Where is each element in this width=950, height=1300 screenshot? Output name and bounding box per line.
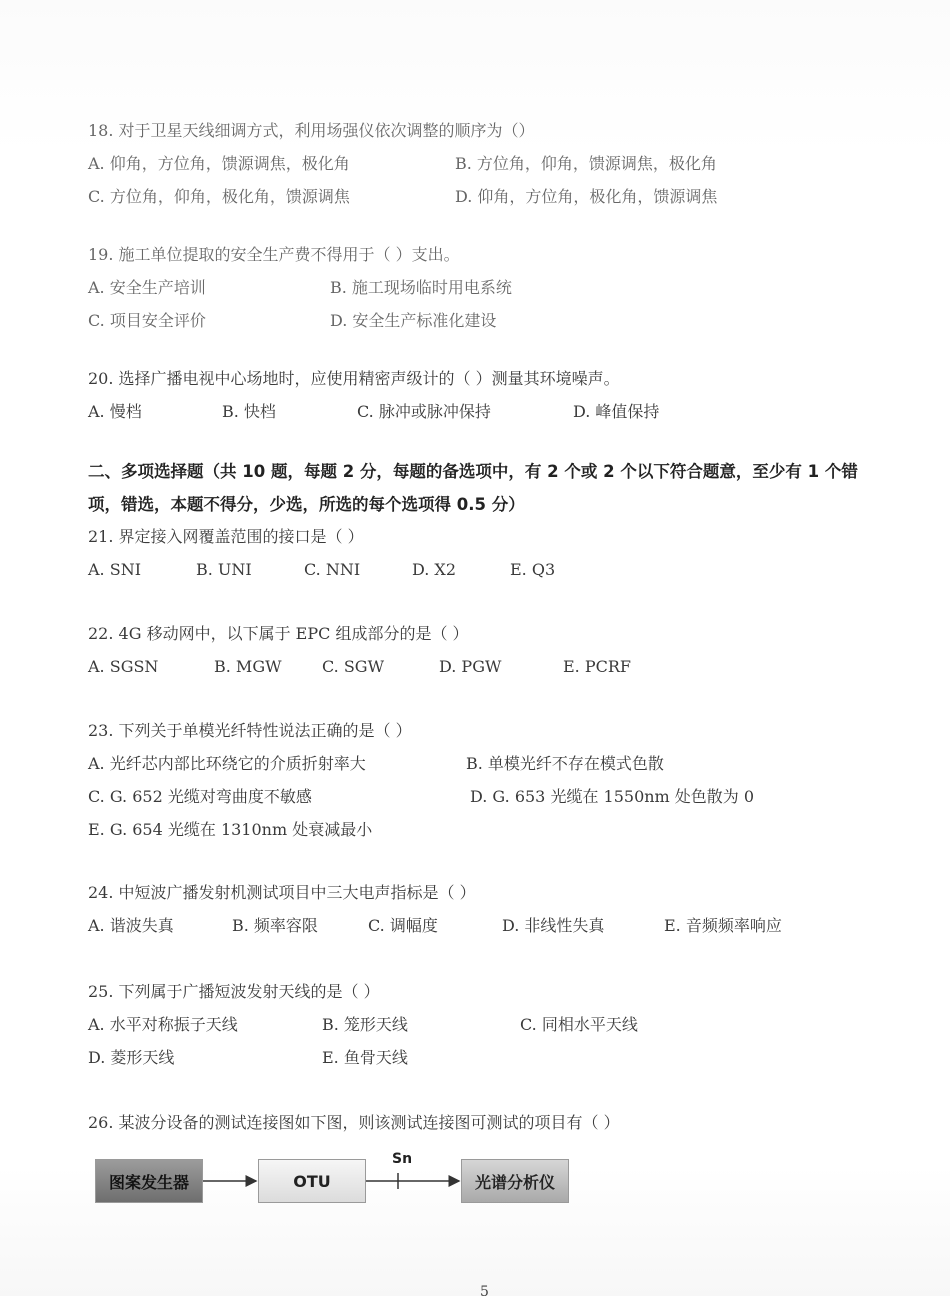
q23-option-b: B. 单模光纤不存在模式色散: [466, 754, 664, 773]
q20-option-b: B. 快档: [222, 402, 276, 421]
q25-option-d: D. 菱形天线: [88, 1048, 175, 1067]
question-21-stem: 21. 界定接入网覆盖范围的接口是（ ）: [88, 527, 364, 546]
q25-option-b: B. 笼形天线: [322, 1015, 408, 1034]
question-20-stem: 20. 选择广播电视中心场地时，应使用精密声级计的（ ）测量其环境噪声。: [88, 369, 620, 388]
q23-option-d: D. G. 653 光缆在 1550nm 处色散为 0: [470, 787, 755, 806]
q25-option-a: A. 水平对称振子天线: [88, 1015, 238, 1034]
q25-option-e: E. 鱼骨天线: [322, 1048, 408, 1067]
q21-option-c: C. NNI: [304, 560, 361, 579]
question-26-stem: 26. 某波分设备的测试连接图如下图，则该测试连接图可测试的项目有（ ）: [88, 1113, 620, 1132]
q23-option-c: C. G. 652 光缆对弯曲度不敏感: [88, 787, 312, 806]
q18-option-d: D. 仰角，方位角，极化角，馈源调焦: [455, 187, 718, 206]
q24-option-d: D. 非线性失真: [502, 916, 605, 935]
q18-option-a: A. 仰角，方位角，馈源调焦，极化角: [88, 154, 350, 173]
q18-option-b: B. 方位角，仰角，馈源调焦，极化角: [455, 154, 717, 173]
page-number: 5: [480, 1284, 489, 1300]
otu-box: OTU: [258, 1159, 366, 1203]
pattern-generator-box: 图案发生器: [95, 1159, 203, 1203]
q21-option-a: A. SNI: [88, 560, 142, 579]
q22-option-d: D. PGW: [439, 657, 502, 676]
q24-option-b: B. 频率容限: [232, 916, 318, 935]
q22-option-b: B. MGW: [214, 657, 282, 676]
q19-option-c: C. 项目安全评价: [88, 311, 206, 330]
q19-option-b: B. 施工现场临时用电系统: [330, 278, 512, 297]
q25-option-c: C. 同相水平天线: [520, 1015, 638, 1034]
q20-option-c: C. 脉冲或脉冲保持: [357, 402, 491, 421]
q21-option-e: E. Q3: [510, 560, 556, 579]
question-19-stem: 19. 施工单位提取的安全生产费不得用于（ ）支出。: [88, 245, 460, 264]
q19-option-d: D. 安全生产标准化建设: [330, 311, 497, 330]
q24-option-e: E. 音频频率响应: [664, 916, 782, 935]
q20-option-a: A. 慢档: [88, 402, 142, 421]
q19-option-a: A. 安全生产培训: [88, 278, 206, 297]
q21-option-b: B. UNI: [196, 560, 252, 579]
reference-point-label: Sn: [392, 1151, 413, 1167]
question-24-stem: 24. 中短波广播发射机测试项目中三大电声指标是（ ）: [88, 883, 476, 902]
q22-option-c: C. SGW: [322, 657, 385, 676]
section-2-line-1: 二、多项选择题（共 10 题，每题 2 分，每题的备选项中，有 2 个或 2 个以下符合题意，至少有 1 个错: [88, 462, 858, 481]
q22-option-e: E. PCRF: [563, 657, 632, 676]
q24-option-c: C. 调幅度: [368, 916, 438, 935]
q21-option-d: D. X2: [412, 560, 456, 579]
q24-option-a: A. 谐波失真: [88, 916, 174, 935]
spectrum-analyzer-box: 光谱分析仪: [461, 1159, 569, 1203]
q23-option-a: A. 光纤芯内部比环绕它的介质折射率大: [88, 754, 366, 773]
question-25-stem: 25. 下列属于广播短波发射天线的是（ ）: [88, 982, 380, 1001]
q23-option-e: E. G. 654 光缆在 1310nm 处衰减最小: [88, 820, 373, 839]
section-2-line-2: 项，错选，本题不得分，少选，所选的每个选项得 0.5 分）: [88, 495, 525, 514]
q22-option-a: A. SGSN: [88, 657, 159, 676]
q20-option-d: D. 峰值保持: [573, 402, 660, 421]
question-22-stem: 22. 4G 移动网中，以下属于 EPC 组成部分的是（ ）: [88, 624, 469, 643]
q18-option-c: C. 方位角，仰角，极化角，馈源调焦: [88, 187, 350, 206]
question-23-stem: 23. 下列关于单模光纤特性说法正确的是（ ）: [88, 721, 412, 740]
question-18-stem: 18. 对于卫星天线细调方式，利用场强仪依次调整的顺序为（）: [88, 121, 535, 140]
